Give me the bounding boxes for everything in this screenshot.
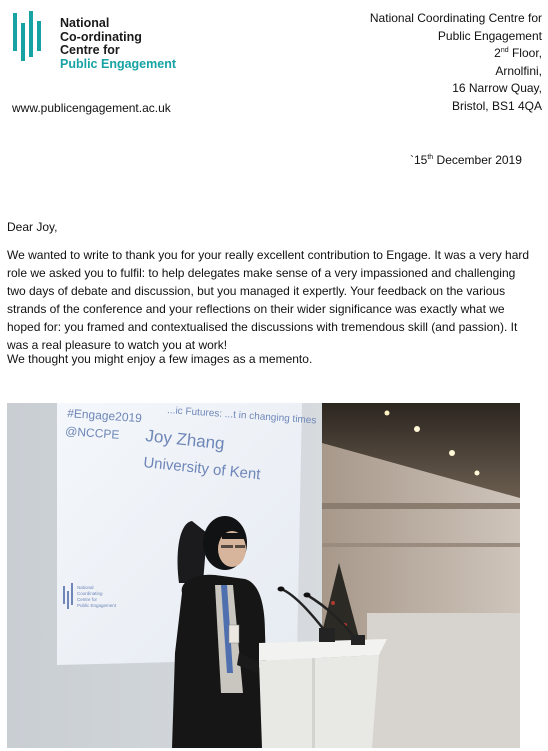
slide-affiliation: University of Kent xyxy=(142,454,262,484)
letter-date: `15th December 2019 xyxy=(410,153,522,167)
svg-text:Coordinating: Coordinating xyxy=(77,591,103,596)
address-line-6: Bristol, BS1 4QA xyxy=(451,98,542,113)
memento-line: We thought you might enjoy a few images as a memento. xyxy=(7,352,313,366)
address-line-2: Public Engagement xyxy=(437,28,542,43)
slide-handle: @NCCPE xyxy=(64,424,120,442)
address-line-3: 2nd Floor, xyxy=(494,46,542,60)
slide-title: ...ic Futures: ...t in changing times xyxy=(166,405,317,427)
nccpe-logo xyxy=(12,9,197,71)
svg-text:Centre for: Centre for xyxy=(77,597,98,602)
website-url: www.publicengagement.ac.uk xyxy=(12,101,171,115)
speaker-photo-illustration xyxy=(7,403,520,748)
salutation: Dear Joy, xyxy=(7,220,58,234)
slide-hashtag: #Engage2019 xyxy=(66,406,143,426)
slide-name: Joy Zhang xyxy=(144,426,226,454)
address-line-1: National Coordinating Centre for xyxy=(369,11,542,25)
letter-body: We wanted to write to thank you for your really excellent contribution to Engage. It was a very hard role we asked you to fulfil: to help delegates make sense of a very impassioned and challenging two days of debate and discussion, but you managed it expertly. Your feedback on the various strands of the conference and your reflections on their wider significance was exactly what we hoped for: you framed and contextualised the discussions with tremendous skill (and passion). It was a real pleasure to watch you at work! xyxy=(7,248,530,352)
address-line-4: Arnolfini, xyxy=(495,63,542,78)
logo-line-3: Centre for xyxy=(60,43,120,57)
logo-line-1: National xyxy=(60,16,110,30)
conference-photo xyxy=(7,403,520,748)
logo-line-4: Public Engagement xyxy=(60,56,176,71)
svg-text:National: National xyxy=(77,585,94,590)
logo-wordmark xyxy=(60,17,176,71)
logo-bars-icon xyxy=(12,9,52,64)
svg-text:Public Engagement: Public Engagement xyxy=(77,603,117,608)
address-line-5: 16 Narrow Quay, xyxy=(452,81,542,95)
sender-address xyxy=(370,10,542,115)
logo-line-2: Co-ordinating xyxy=(60,29,142,44)
